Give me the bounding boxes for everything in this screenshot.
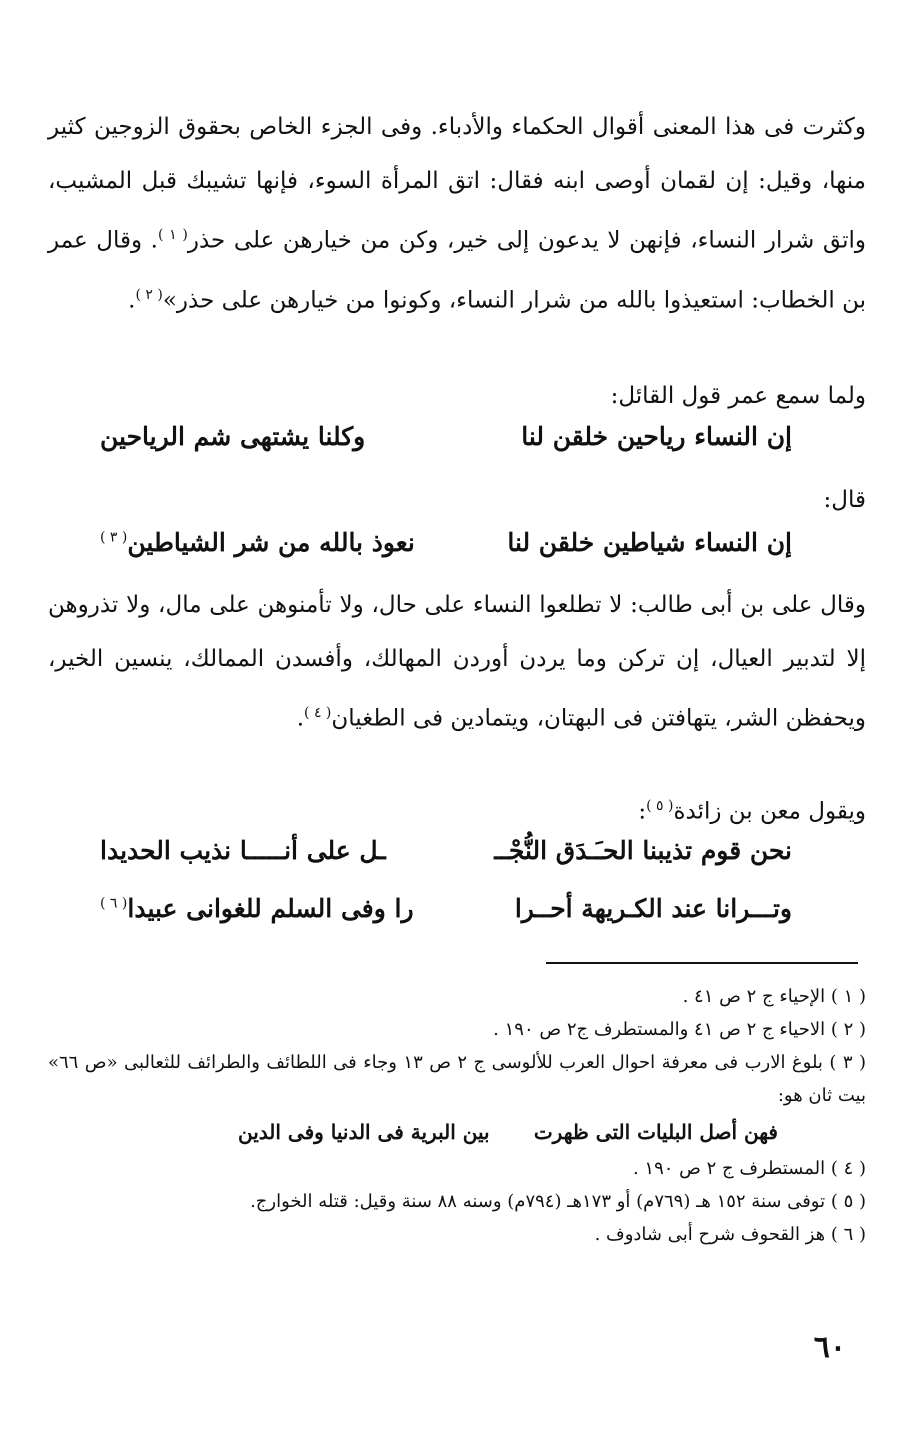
footnote-ref-6: ( ٦ )	[100, 895, 128, 912]
verse-hemistich-second: ـل على أنـــــا نذيب الحديدا	[100, 836, 386, 865]
verse-text: نعوذ بالله من شر الشياطين	[127, 528, 415, 557]
footnote-ref-1: ( ١ )	[157, 227, 188, 243]
intro-colon: :	[638, 798, 647, 825]
verse-intro-qal: قال:	[823, 487, 866, 513]
paragraph-text: وقال على بن أبى طالب: لا تطلعوا النساء على حال، ولا تأمنوهن على مال، ولا تذروهن إلا لتدبير العيال، إن تركن وما يردن أوردن المهالك، وأفسدن الممالك، ينسين الخير، ويحفظن الشر، يتهافتن فى البهتان، ويتمادين فى الطغيان	[48, 592, 866, 732]
paragraph-lokman	[48, 100, 866, 327]
footnote-6: ( ٦ ) هز القحوف شرح أبى شادوف .	[594, 1224, 866, 1245]
verse-hemistich-first: إن النساء رياحين خلقن لنا	[521, 422, 792, 451]
verse-4	[100, 894, 792, 923]
verse-2	[100, 528, 792, 557]
paragraph-text: . وقال عمر بن الخطاب: استعيذوا بالله من شرار النساء، وكونوا من خيارهن على حذر»	[48, 227, 866, 314]
intro-text: ويقول معن بن زائدة	[673, 798, 866, 825]
verse-intro-omar: ولما سمع عمر قول القائل:	[610, 383, 866, 409]
verse-hemistich-first: نحن قوم تذيبنا الحـَـدَق النُّجْــ	[494, 836, 792, 865]
verse-hemistich-first: فهن أصل البليات التى ظهرت	[533, 1120, 778, 1144]
footnote-1: ( ١ ) الإحياء ج ٢ ص ٤١ .	[682, 986, 866, 1007]
verse-hemistich-second	[100, 528, 415, 557]
footnote-5: ( ٥ ) توفى سنة ١٥٢ هـ (٧٦٩م) أو ١٧٣هـ (٧٩٤م) وسنه ٨٨ سنة وقيل: قتله الخوارج.	[250, 1191, 866, 1212]
verse-hemistich-second: بين البرية فى الدنيا وفى الدين	[238, 1120, 490, 1144]
verse-hemistich-first: إن النساء شياطين خلقن لنا	[507, 528, 792, 557]
verse-hemistich-first: وتـــرانا عند الكـريهة أحــرا	[514, 894, 792, 923]
footnote-3: ( ٣ ) بلوغ الارب فى معرفة احوال العرب للألوسى ج ٢ ص ١٣ وجاء فى اللطائف والطرائف للثعالبى «ص ٦٦» بيت ثان هو:	[48, 1052, 866, 1106]
footnote-ref-5: ( ٥ )	[646, 798, 674, 814]
verse-hemistich-second: وكلنا يشتهى شم الرياحين	[100, 422, 366, 451]
footnote-divider	[546, 962, 858, 964]
page-number: ٦٠	[813, 1330, 846, 1365]
paragraph-end: .	[296, 705, 305, 732]
verse-1	[100, 422, 792, 451]
footnote-ref-4: ( ٤ )	[304, 705, 332, 721]
verse-3	[100, 836, 792, 865]
footnote-3-verse	[238, 1112, 778, 1152]
verse-intro-maan	[638, 786, 866, 832]
footnote-2: ( ٢ ) الاحياء ج ٢ ص ٤١ والمستطرف ج٢ ص ١٩٠ .	[493, 1019, 866, 1040]
footnotes	[48, 980, 866, 1251]
verse-text: را وفى السلم للغوانى عبيدا	[127, 894, 414, 923]
verse-hemistich-second	[100, 894, 414, 923]
paragraph-ali	[48, 578, 866, 746]
paragraph-text: وكثرت فى هذا المعنى أقوال الحكماء والأدباء. وفى الجزء الخاص بحقوق الزوجين كثير منها، وقيل: إن لقمان أوصى ابنه فقال: اتق المرأة السوء، فإنها تشيبك قبل المشيب، واتق شرار النساء، فإنهن لا يدعون إلى خير، وكن من خيارهن على حذر	[48, 114, 866, 254]
paragraph-end: .	[128, 287, 136, 314]
footnote-ref-3: ( ٣ )	[100, 529, 128, 546]
footnote-4: ( ٤ ) المستطرف ج ٢ ص ١٩٠ .	[632, 1158, 866, 1179]
footnote-ref-2: ( ٢ )	[135, 286, 163, 303]
